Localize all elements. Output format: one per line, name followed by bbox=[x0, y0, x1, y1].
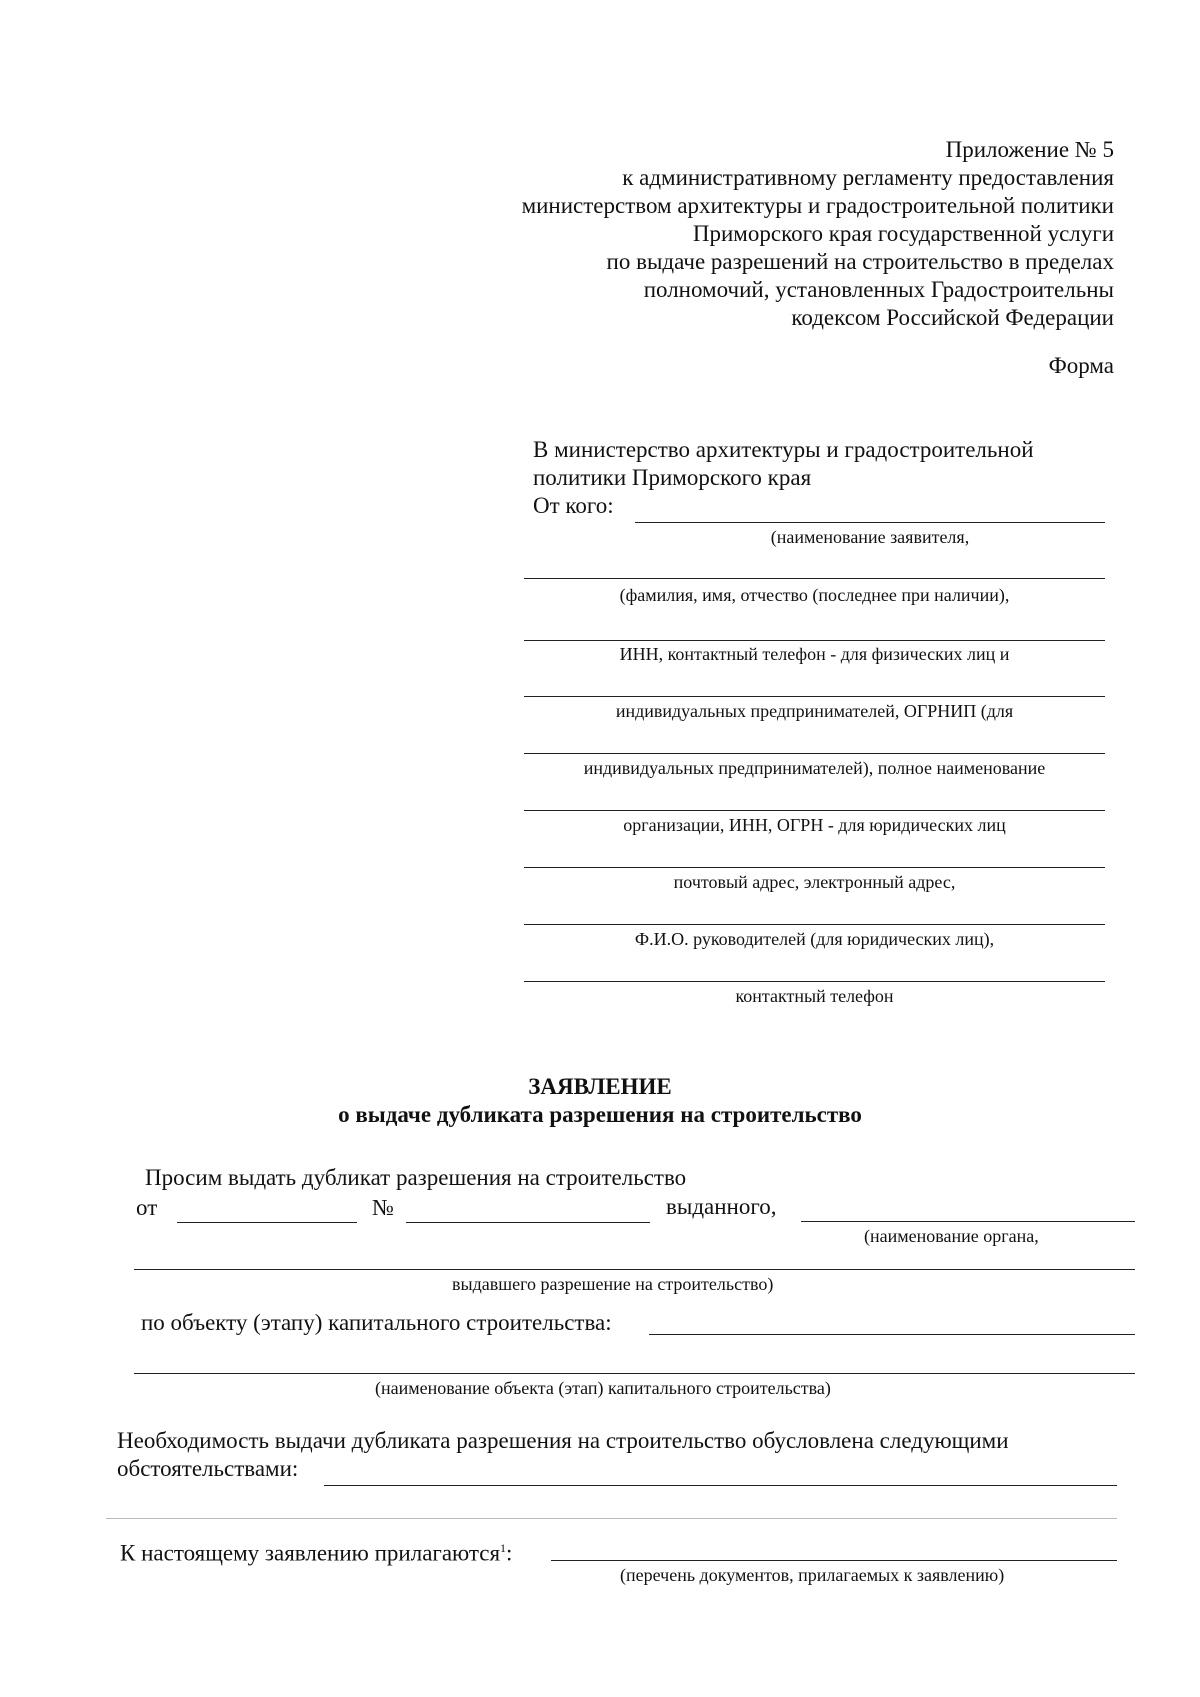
field-hint: (перечень документов, прилагаемых к заявлению) bbox=[620, 1565, 1005, 1585]
object-field-line[interactable] bbox=[134, 1373, 1135, 1374]
document-subtitle: о выдаче дубликата разрешения на строительство bbox=[338, 1102, 862, 1127]
addressee-line: политики Приморского края bbox=[533, 465, 812, 490]
object-field-line[interactable] bbox=[649, 1334, 1135, 1335]
form-label: Форма bbox=[1048, 353, 1114, 378]
appendix-line: Приложение № 5 bbox=[945, 137, 1114, 162]
applicant-field-line[interactable] bbox=[524, 640, 1105, 641]
field-hint: организации, ИНН, ОГРН - для юридических лиц bbox=[623, 815, 1006, 835]
field-hint: индивидуальных предпринимателей, ОГРНИП (для bbox=[615, 701, 1014, 721]
field-hint: контактный телефон bbox=[735, 986, 894, 1006]
appendix-line: по выдаче разрешений на строительство в пределах bbox=[606, 249, 1114, 274]
attached-label-text: К настоящему заявлению прилагаются bbox=[120, 1540, 501, 1566]
applicant-field-line[interactable] bbox=[524, 696, 1105, 697]
necessity-text: обстоятельствами: bbox=[117, 1456, 299, 1481]
field-hint: (фамилия, имя, отчество (последнее при наличии), bbox=[619, 585, 1010, 605]
appendix-line: министерством архитектуры и градостроительной политики bbox=[521, 193, 1114, 218]
applicant-field-line[interactable] bbox=[524, 810, 1105, 811]
applicant-field-line[interactable] bbox=[524, 867, 1105, 868]
footnote-marker: 1 bbox=[500, 1541, 507, 1555]
necessity-text: Необходимость выдачи дубликата разрешения на строительство обусловлена следующими bbox=[117, 1428, 1009, 1453]
applicant-field-line[interactable] bbox=[524, 924, 1105, 925]
field-hint: почтовый адрес, электронный адрес, bbox=[673, 872, 956, 892]
issued-label: выданного, bbox=[666, 1194, 777, 1219]
field-hint: Ф.И.О. руководителей (для юридических лиц), bbox=[634, 929, 995, 949]
attached-colon: : bbox=[506, 1540, 513, 1566]
authority-field-line[interactable] bbox=[134, 1269, 1135, 1270]
addressee-line: В министерство архитектуры и градостроительной bbox=[533, 437, 1034, 462]
appendix-line: к административному регламенту предоставления bbox=[622, 165, 1114, 190]
date-label: от bbox=[136, 1195, 158, 1220]
from-label: От кого: bbox=[533, 493, 614, 518]
number-field-line[interactable] bbox=[406, 1222, 650, 1223]
applicant-field-line[interactable] bbox=[635, 522, 1105, 523]
number-label: № bbox=[372, 1195, 394, 1220]
field-hint: (наименование объекта (этап) капитального строительства) bbox=[375, 1378, 831, 1398]
attachments-field-line[interactable] bbox=[551, 1560, 1117, 1561]
applicant-field-line[interactable] bbox=[524, 981, 1105, 982]
separator-line bbox=[106, 1518, 1117, 1519]
field-hint: ИНН, контактный телефон - для физических лиц и bbox=[619, 644, 1010, 664]
appendix-line: Приморского края государственной услуги bbox=[692, 221, 1114, 246]
appendix-line: кодексом Российской Федерации bbox=[791, 305, 1114, 330]
request-text: Просим выдать дубликат разрешения на строительство bbox=[145, 1165, 687, 1190]
authority-field-line[interactable] bbox=[801, 1221, 1135, 1222]
date-field-line[interactable] bbox=[177, 1222, 357, 1223]
circumstances-field-line[interactable] bbox=[324, 1485, 1117, 1486]
applicant-field-line[interactable] bbox=[524, 578, 1105, 579]
field-hint: выдавшего разрешение на строительство) bbox=[452, 1274, 774, 1294]
field-hint: (наименование заявителя, bbox=[770, 527, 970, 547]
field-hint: (наименование органа, bbox=[864, 1226, 1039, 1246]
object-label: по объекту (этапу) капитального строительства: bbox=[141, 1310, 612, 1335]
attached-label bbox=[120, 1534, 512, 1568]
document-title: ЗАЯВЛЕНИЕ bbox=[528, 1074, 672, 1099]
field-hint: индивидуальных предпринимателей), полное наименование bbox=[583, 758, 1046, 778]
applicant-field-line[interactable] bbox=[524, 753, 1105, 754]
appendix-line: полномочий, установленных Градостроительны bbox=[643, 277, 1114, 302]
